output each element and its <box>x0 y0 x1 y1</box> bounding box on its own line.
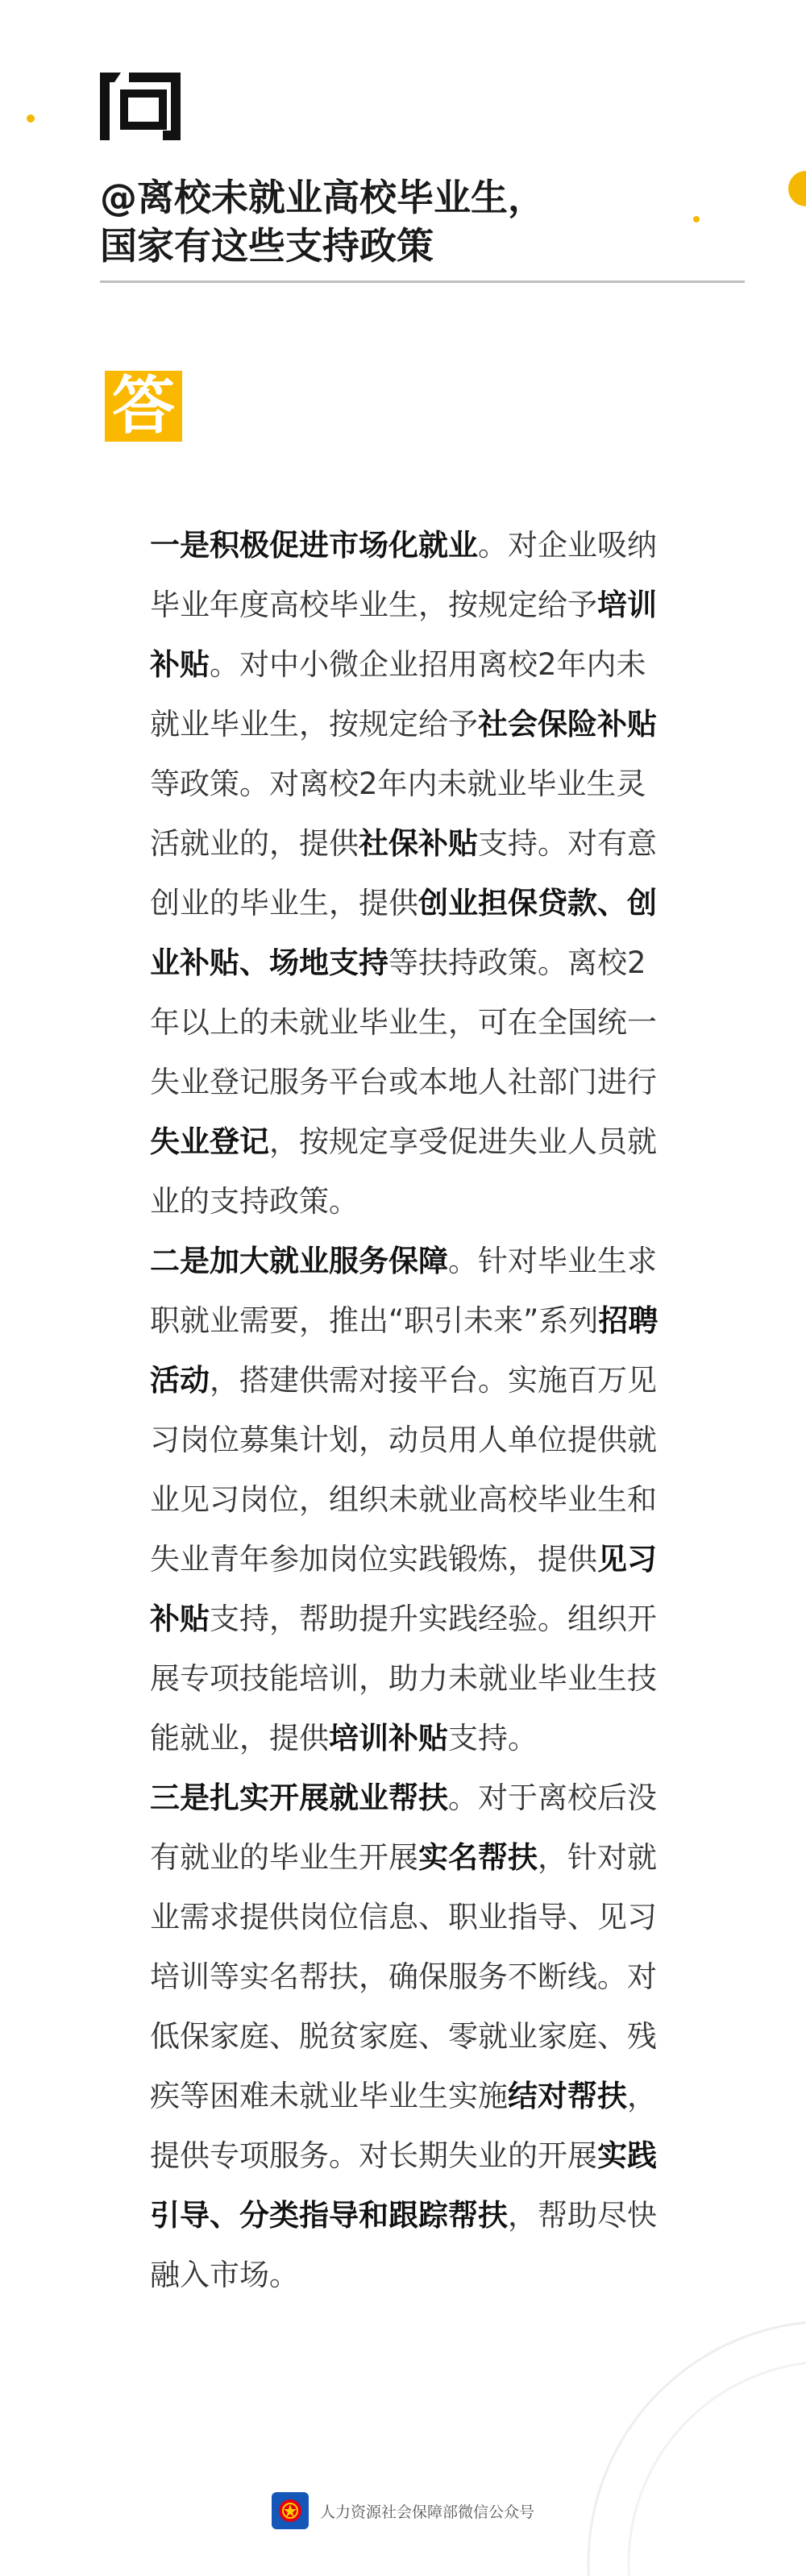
footer-source: 人力资源社会保障部微信公众号 <box>319 2503 534 2521</box>
highlight-text: 培训补贴 <box>150 588 657 682</box>
body-text: 。对于离校后没有就业的毕业生开展 <box>150 1780 657 1875</box>
answer-badge: 答 <box>105 371 182 442</box>
highlight-text: 三是扎实开展就业帮扶 <box>150 1780 448 1815</box>
body-text: ，按规定享受促进失业人员就业的支持政策。 <box>150 1124 657 1219</box>
decor-dot <box>27 114 35 123</box>
body-text: 支持。对有意创业的毕业生，提供 <box>150 826 657 920</box>
body-text: ，提供专项服务。对长期失业的开展 <box>150 2079 657 2173</box>
body-text: 。对中小微企业招用离校2年内未就业毕业生，按规定给予 <box>150 647 646 742</box>
highlight-text: 一是积极促进市场化就业 <box>150 528 478 563</box>
answer-paragraph <box>150 1232 674 1768</box>
body-text: 。对企业吸纳毕业年度高校毕业生，按规定给予 <box>150 528 657 622</box>
highlight-text: 二是加大就业服务保障 <box>150 1244 448 1278</box>
body-text: 支持，帮助提升实践经验。组织开展专项技能培训，助力未就业毕业生技能就业，提供 <box>150 1602 657 1755</box>
body-text: ，帮助尽快融入市场。 <box>150 2198 657 2292</box>
footer <box>0 2487 806 2535</box>
highlight-text: 招聘活动 <box>150 1303 659 1398</box>
body-text: ，针对就业需求提供岗位信息、职业指导、见习培训等实名帮扶，确保服务不断线。对低保家庭、脱贫家庭、零就业家庭、残疾等困难未就业毕业生实施 <box>150 1840 657 2113</box>
highlight-text: 培训补贴 <box>329 1721 448 1755</box>
body-text: 支持。 <box>448 1721 538 1755</box>
answer-paragraph <box>150 1768 674 2305</box>
highlight-text: 实名帮扶 <box>418 1840 538 1875</box>
answer-paragraph <box>150 516 674 1232</box>
highlight-text: 见习补贴 <box>150 1542 657 1636</box>
body-text: ，搭建供需对接平台。实施百万见习岗位募集计划，动员用人单位提供就业见习岗位，组织未就业高校毕业生和失业青年参加岗位实践锻炼，提供 <box>150 1363 657 1577</box>
body-text: 等扶持政策。离校2年以上的未就业毕业生，可在全国统一失业登记服务平台或本地人社部门进行 <box>150 945 657 1099</box>
divider <box>100 280 745 283</box>
national-emblem-icon <box>272 2492 309 2529</box>
highlight-text: 创业担保贷款、创业补贴、场地支持 <box>150 886 657 980</box>
body-text: 。针对毕业生求职就业需要，推出“职引未来”系列 <box>150 1244 657 1338</box>
body-text: 等政策。对离校2年内未就业毕业生灵活就业的，提供 <box>150 767 646 861</box>
title-line-1: @离校未就业高校毕业生， <box>100 176 545 219</box>
decor-dot <box>788 171 806 206</box>
title-line-2: 国家有这些支持政策 <box>100 224 434 268</box>
highlight-text: 结对帮扶 <box>508 2079 627 2113</box>
wen-character-icon <box>100 73 181 140</box>
answer-body <box>150 516 674 2305</box>
highlight-text: 实践引导、分类指导和跟踪帮扶 <box>150 2138 657 2233</box>
highlight-text: 社会保险补贴 <box>478 707 657 742</box>
highlight-text: 失业登记 <box>150 1124 269 1159</box>
page-title <box>100 173 745 270</box>
highlight-text: 社保补贴 <box>359 826 478 861</box>
